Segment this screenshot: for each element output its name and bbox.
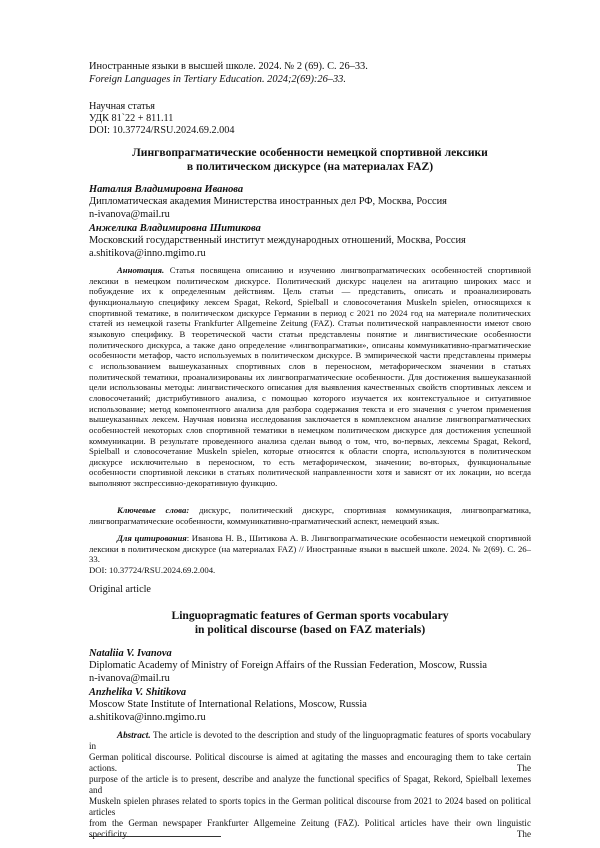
keywords-text: дискурс, политический дискурс, спортивная коммуникация, лингвопрагматика, <box>199 505 532 515</box>
article-meta <box>89 101 531 136</box>
author-name: Nataliia V. Ivanova <box>89 648 172 659</box>
author-block <box>89 223 531 260</box>
article-type-en: Original article <box>89 584 151 595</box>
abstract-line: побуждение их к определенным действиям. Цель статьи — представить, описать и проанализировать <box>89 286 531 297</box>
abstract-line: лексики в немецком политическом дискурсе. Политический дискурс нацелен на агитацию широких масс и <box>89 275 531 286</box>
abstract-label: Abstract. <box>117 730 151 740</box>
abstract-line: дискурсе исключительно в переносном, то есть метафорическом, значении; во-вторых, функциональные <box>89 456 531 467</box>
journal-header <box>89 61 531 86</box>
author-affiliation: Moscow State Institute of International Relations, Moscow, Russia <box>89 699 367 711</box>
journal-citation-en: Foreign Languages in Tertiary Education. 2024;2(69):26–33. <box>89 73 346 85</box>
abstract-line: политической тематики, проанализированы их лингвопрагматические особенности. Для достижения вышеуказанной <box>89 371 531 382</box>
article-title-en <box>89 609 531 637</box>
abstract-line: функциональную специфику лексем Spagat, Rekord, Spielball и словосочетания Muskeln spielen, относящихся к <box>89 296 531 307</box>
english-section-label <box>89 584 531 596</box>
keywords-line: лингвопрагматические особенности, коммуникативно-прагматический аспект, немецкий язык. <box>89 515 440 526</box>
keywords-line <box>89 505 531 516</box>
abstract-text: Статья посвящена описанию и изучению лингвопрагматических особенностей спортивной <box>169 265 531 275</box>
title-line: Linguopragmatic features of German sports vocabulary <box>171 609 449 622</box>
abstract-line: особенностей некоторых слов спортивной тематики в немецком политическом дискурсе для достижения успешной <box>89 424 531 435</box>
abstract-line: спортивной тематике, в политическом дискурсе Германии в период с 2021 по 2024 год на материале политических <box>89 307 531 318</box>
article-type: Научная статья <box>89 101 155 112</box>
title-line: в политическом дискурсе (на материалах FAZ) <box>186 160 434 173</box>
abstract-line: языковую специфику. В теоретической части статьи представлены понятие и лингвистические особенности <box>89 328 531 339</box>
title-line: in political discourse (based on FAZ materials) <box>194 623 426 636</box>
abstract-line: цели использованы методы: лингвистического описания для выявления качественных свойств спортивных лексем и <box>89 382 531 393</box>
author-email: a.shitikova@inno.mgimo.ru <box>89 711 206 723</box>
article-title-ru <box>89 146 531 174</box>
abstract-line: использование; метод компонентного анализа для разбора содержания текста и его значения с учетом применения <box>89 403 531 414</box>
author-email: n-ivanova@mail.ru <box>89 208 170 220</box>
abstract-line: статей из немецкой газеты Frankfurter Allgemeine Zeitung (FAZ). Статьи политической направленности имеют свою <box>89 318 531 329</box>
abstract-line: Muskeln spielen phrases related to sports topics in the German political discourse from 2021 to 2024 based on political articles <box>89 796 531 818</box>
author-block-en <box>89 687 531 724</box>
title-line: Лингвопрагматические особенности немецкой спортивной лексики <box>132 146 488 159</box>
abstract-line: особенности спортивной лексики в статьях политической направленности хотя и зависят от их локации, но всегда <box>89 467 531 478</box>
footnote-rule <box>89 836 221 837</box>
keywords-label: Ключевые слова: <box>117 505 190 515</box>
abstract-line: с использованием вышеуказанных спортивных слов в переносном, метафорическом значении в статьях <box>89 360 531 371</box>
citation-ru <box>89 533 531 576</box>
abstract-line: вышеуказанных лексем. Научная новизна исследования заключается в комплексном анализе лингвопрагматических <box>89 414 531 425</box>
abstract-line <box>89 265 531 276</box>
author-affiliation: Дипломатическая академия Министерства иностранных дел РФ, Москва, Россия <box>89 196 447 208</box>
abstract-line: purpose of the article is to present, describe and analyze the functional specifics of Spagat, Rekord, Spielball lexemes and <box>89 774 531 796</box>
author-affiliation: Diplomatic Academy of Ministry of Foreign Affairs of the Russian Federation, Moscow, Russia <box>89 660 487 672</box>
journal-citation-ru: Иностранные языки в высшей школе. 2024. № 2 (69). С. 26–33. <box>89 61 368 72</box>
citation-line: DOI: 10.37724/RSU.2024.69.2.004. <box>89 564 216 575</box>
author-block-en <box>89 648 531 685</box>
author-affiliation: Московский государственный институт международных отношений, Москва, Россия <box>89 235 466 247</box>
abstract-label: Аннотация. <box>117 265 165 275</box>
udk-code: УДК 81`22 + 811.11 <box>89 112 174 124</box>
author-email: a.shitikova@inno.mgimo.ru <box>89 247 206 259</box>
author-name: Наталия Владимировна Иванова <box>89 184 244 195</box>
citation-line: лексики в политическом дискурсе (на материалах FAZ) // Иностранные языки в высшей школе. 2024. № 2(69). С. 26–33. <box>89 543 531 565</box>
abstract-line: from the German newspaper Frankfurter Allgemeine Zeitung (FAZ). Political articles have their own linguistic specificity. The <box>89 818 531 840</box>
citation-line <box>89 533 531 544</box>
abstract-ru <box>89 265 531 489</box>
citation-label: Для цитирования <box>117 533 187 543</box>
abstract-line: Spielball и словосочетание Muskeln spielen, которые относятся к области спорта, используются в политическом <box>89 446 531 457</box>
abstract-line: выполняют экспрессивно-декоративную функцию. <box>89 478 278 489</box>
abstract-line <box>89 730 531 752</box>
abstract-line: политического дискурса, а также дано определение «лингвопрагматики», описаны коммуникативно-прагматические <box>89 339 531 350</box>
abstract-line: коммуникации. В результате проведенного анализа сделан вывод о том, что, во-первых, лексемы Spagat, Rekord, <box>89 435 531 446</box>
keywords-ru <box>89 505 531 526</box>
author-name: Anzhelika V. Shitikova <box>89 687 187 698</box>
doi: DOI: 10.37724/RSU.2024.69.2.004 <box>89 124 235 136</box>
abstract-line: German political discourse. Political discourse is aimed at agitating the masses and encouraging them to take certain actions. The <box>89 752 531 774</box>
abstract-text: The article is devoted to the description and study of the linguopragmatic features of sports vocabulary in <box>89 730 532 752</box>
author-email: n-ivanova@mail.ru <box>89 672 170 684</box>
abstract-line: словосочетаний; дистрибутивного анализа, с помощью которого изучается их контекстуальное и ситуативное <box>89 392 531 403</box>
abstract-en <box>89 730 531 840</box>
abstract-line: особенности метафор, часто используемых в политическом дискурсе. В эмпирической части представлены примеры <box>89 350 531 361</box>
author-block <box>89 184 531 221</box>
citation-text: : Иванова Н. В., Шитикова А. В. Лингвопрагматические особенности немецкой спортивной <box>186 533 531 543</box>
author-name: Анжелика Владимировна Шитикова <box>89 223 261 234</box>
